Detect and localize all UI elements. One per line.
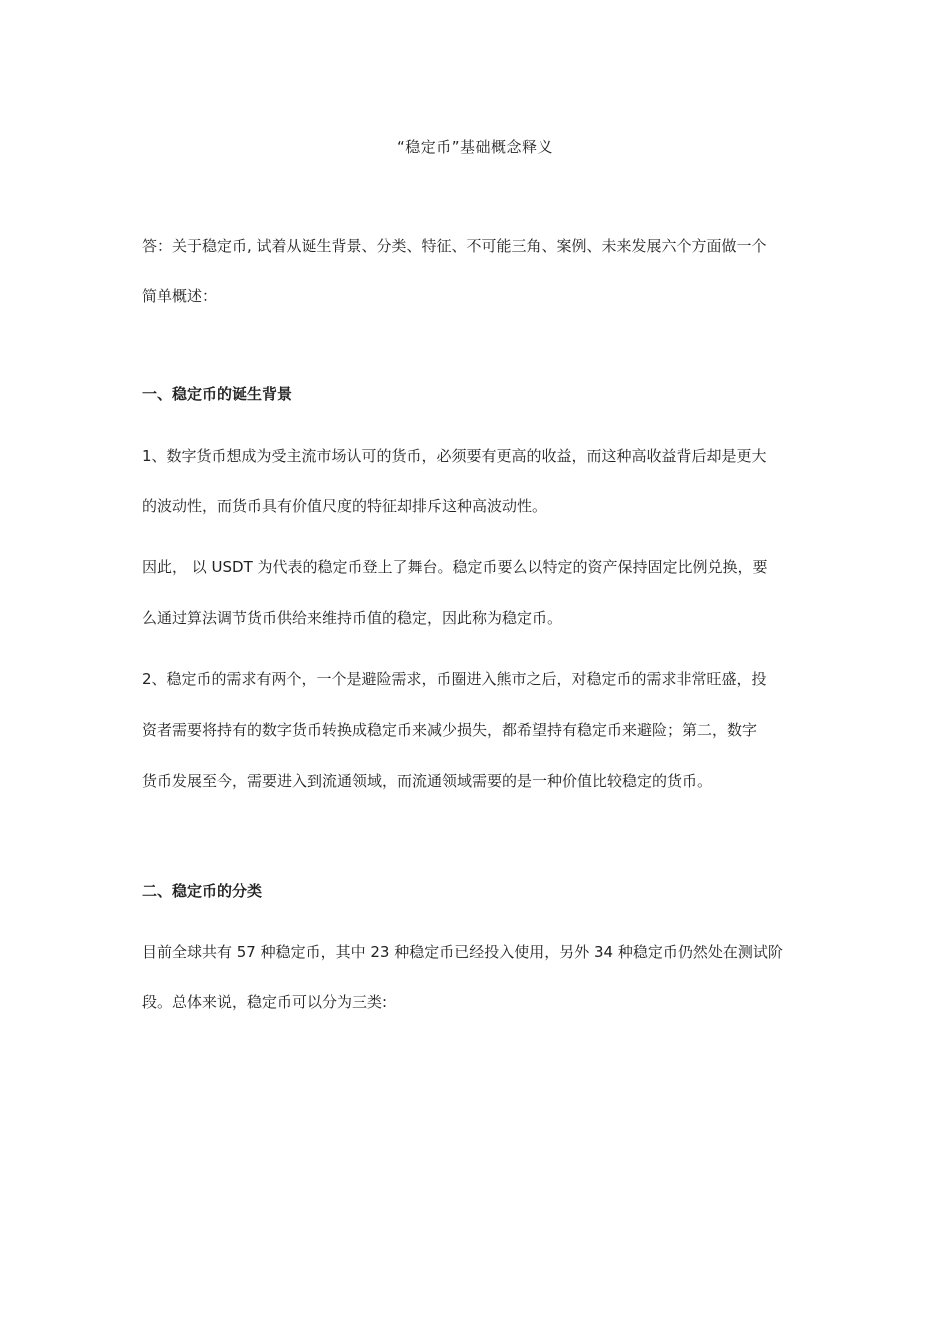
section-1-paragraph-1-line-2: 的波动性，而货币具有价值尺度的特征却排斥这种高波动性。 <box>142 497 548 515</box>
section-1-paragraph-1-line-1: 1、数字货币想成为受主流市场认可的货币，必须要有更高的收益，而这种高收益背后却是更大 <box>142 447 767 465</box>
intro-line-1: 答：关于稳定币, 试着从诞生背景、分类、特征、不可能三角、案例、未来发展六个方面做一个 <box>142 237 767 255</box>
section-2-paragraph-1-line-1: 目前全球共有 57 种稳定币，其中 23 种稳定币已经投入使用，另外 34 种稳定币仍然处在测试阶 <box>142 943 783 961</box>
section-1-heading: 一、稳定币的诞生背景 <box>142 385 293 403</box>
section-1-paragraph-3-line-1: 2、稳定币的需求有两个，一个是避险需求，币圈进入熊市之后，对稳定币的需求非常旺盛，投 <box>142 670 767 688</box>
intro-line-2: 简单概述： <box>142 287 218 305</box>
section-2-paragraph-1-line-2: 段。总体来说，稳定币可以分为三类: <box>142 993 388 1011</box>
section-1-paragraph-3-line-2: 资者需要将持有的数字货币转换成稳定币来减少损失，都希望持有稳定币来避险；第二，数字 <box>142 721 758 739</box>
section-1-paragraph-2-line-2: 么通过算法调节货币供给来维持币值的稳定，因此称为稳定币。 <box>142 609 563 627</box>
section-2-heading: 二、稳定币的分类 <box>142 882 263 900</box>
document-title: “稳定币”基础概念释义 <box>396 138 554 156</box>
section-1-paragraph-2-line-1: 因此， 以 USDT 为代表的稳定币登上了舞台。稳定币要么以特定的资产保持固定比例兑换，要 <box>142 558 768 576</box>
section-1-paragraph-3-line-3: 货币发展至今，需要进入到流通领域，而流通领域需要的是一种价值比较稳定的货币。 <box>142 772 713 790</box>
